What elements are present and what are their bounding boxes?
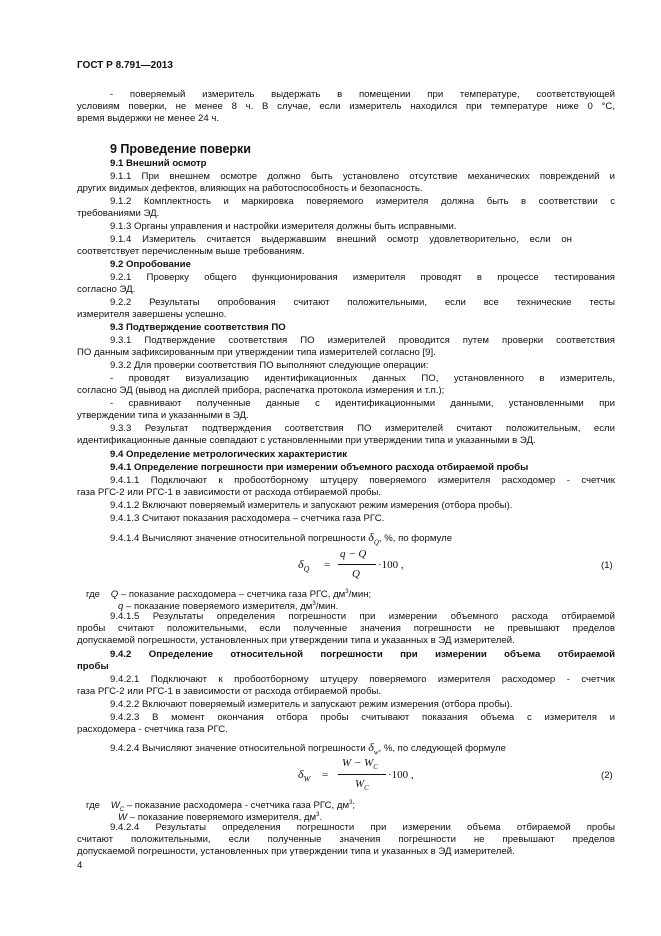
text-line: 9.2.1 Проверку общего функционирования измерителя проводят в процессе тестирования [110,272,615,283]
text-line: 9.4.2.2 Включают поверяемый измеритель и запускают режим измерения (отбора пробы). [110,699,513,710]
text-line: условиям поверки, не менее 8 ч. В случае, если измеритель находился при температуре ниже 0 °С, [77,101,615,112]
text-line: считают положительными, если полученные значения погрешности не превышают пределов [77,834,615,845]
text-line: 9.4.2.4 Результаты определения погрешности при измерении объема отбираемой пробы [110,822,615,833]
text-line: - поверяемый измеритель выдержать в помещении при температуре, соответствующей [110,89,615,100]
fraction-bar [338,564,376,565]
formula-lhs: $\delta_W$ [298,767,311,784]
subsection-heading: 9.4.1 Определение погрешности при измерении объемного расхода отбираемой пробы [110,462,529,473]
text-line: 9.1.4 Измеритель считается выдержавшим внешний осмотр удовлетворительно, если он [110,234,572,245]
text-line: время выдержки не менее 24 ч. [77,113,219,124]
text-line: q – показание поверяемого измерителя, $дм^3$/мин. [118,601,339,613]
fraction-bar [338,774,386,775]
text-line: - проводят визуализацию идентификационных данных ПО, установленного в измеритель, [110,373,615,384]
delta-w-symbol: $\delta_w$ [368,740,379,757]
subsection-heading: 9.3 Подтверждение соответствия ПО [110,322,286,333]
formula-number: (1) [601,560,613,571]
subsection-heading: пробы [77,661,109,672]
formula-denominator: Q [352,568,360,580]
formula-lhs: $\delta_Q$ [298,557,310,574]
text-line: 9.4.2.4 Вычисляют значение относительной погрешности $\delta_w$, %, по следующей формуле [110,740,506,757]
formula-numerator: q − Q [340,548,367,560]
text-line: 9.1.1 При внешнем осмотре должно быть установлено отсутствие механических повреждений и [110,171,615,182]
text-line: 9.1.2 Комплектность и маркировка поверяемого измерителя должна быть в соответствии с [110,196,615,207]
text-line: измерителя завершены успешно. [77,309,227,320]
text-line: пробы считают положительными, если полученные значения погрешности не превышают пределов [77,623,615,634]
text-line: 9.1.3 Органы управления и настройки измерителя должны быть исправными. [110,221,457,232]
text-line: 9.3.2 Для проверки соответствия ПО выполняют следующие операции: [110,360,429,371]
text-line: где Q – показание расходомера – счетчика газа РГС, $дм^3$/мин; [86,589,372,601]
text-line: 9.3.1 Подтверждение соответствия ПО измерителей проводится путем проверки соответствия [110,335,615,346]
formula-tail: ·100 , [388,769,414,781]
subsection-heading: 9.4 Определение метрологических характеристик [110,449,348,460]
text-line: 9.4.2.1 Подключают к пробоотборному штуцеру поверяемого измерителя расходомер - счетчик [110,674,615,685]
formula-eq: = [324,559,331,571]
standard-header: ГОСТ Р 8.791—2013 [77,60,173,71]
subsection-heading: 9.2 Опробование [110,259,191,270]
delta-q-symbol: $\delta_Q$ [368,530,379,547]
text-line: согласно ЭД (вывод на дисплей прибора, распечатка протокола измерения и т.п.); [77,385,445,396]
text-line: согласно ЭД. [77,284,136,295]
text-line: ПО данным зафиксированным при утверждении типа измерителей согласно [9]. [77,347,436,358]
text-line: W – показание поверяемого измерителя, $дм^3$. [118,812,323,824]
text-line: утверждении типа и указанными в ЭД. [77,410,249,421]
text-line: где $W_C$ – показание расходомера - счетчика газа РГС, $дм^3$; [86,800,356,814]
formula-eq: = [322,769,329,781]
subsection-heading: 9.4.2 Определение относительной погрешности при измерении объема отбираемой [110,649,615,660]
text-line: газа РГС-2 или РГС-1 в зависимости от расхода отбираемой пробы. [77,487,382,498]
page-number: 4 [77,860,83,871]
text-line: допускаемой погрешности, установленных при утверждении типа и указанных в ЭД измерителей. [77,635,515,646]
text-line: других видимых дефектов, влияющих на работоспособность и безопасность. [77,183,423,194]
text-line: 9.4.1.5 Результаты определения погрешности при измерении объемного расхода отбираемой [110,611,615,622]
text-line: 9.4.1.4 Вычисляют значение относительной погрешности $\delta_Q$, %, по формуле [110,530,453,547]
section-heading: 9 Проведение поверки [110,142,251,156]
text-line: расходомера - счетчика газа РГС. [77,724,228,735]
subsection-heading: 9.1 Внешний осмотр [110,158,207,169]
text-line: газа РГС-2 или РГС-1 в зависимости от расхода отбираемой пробы. [77,686,382,697]
text-line: 9.4.1.1 Подключают к пробоотборному штуцеру поверяемого измерителя расходомер - счетчик [110,475,615,486]
formula-number: (2) [601,770,613,781]
text-line: 9.4.1.2 Включают поверяемый измеритель и запускают режим измерения (отбора пробы). [110,500,513,511]
text-line: требованиями ЭД. [77,208,160,219]
formula-numerator: $W - W_C$ [342,757,378,772]
text-line: 9.4.1.3 Считают показания расходомера – счетчика газа РГС. [110,513,385,524]
text-line: - сравнивают полученные данные с идентификационными данными, установленными при [110,398,615,409]
text-line: идентификационные данные совпадают с установленными при утверждении типа и указанными в ЭД. [77,435,536,446]
text-line: допускаемой погрешности, установленных при утверждении типа и указанных в ЭД измерителей. [77,846,515,857]
text-line: 9.4.2.3 В момент окончания отбора пробы считывают показания объема с измерителя и [110,712,615,723]
text-line: 9.3.3 Результат подтверждения соответствия ПО измерителей считают положительным, если [110,423,615,434]
text-line: соответствует перечисленным выше требованиям. [77,246,305,257]
formula-denominator: $W_C$ [355,778,369,793]
formula-tail: ·100 , [378,559,404,571]
text-line: 9.2.2 Результаты опробования считают положительными, если все технические тесты [110,297,615,308]
